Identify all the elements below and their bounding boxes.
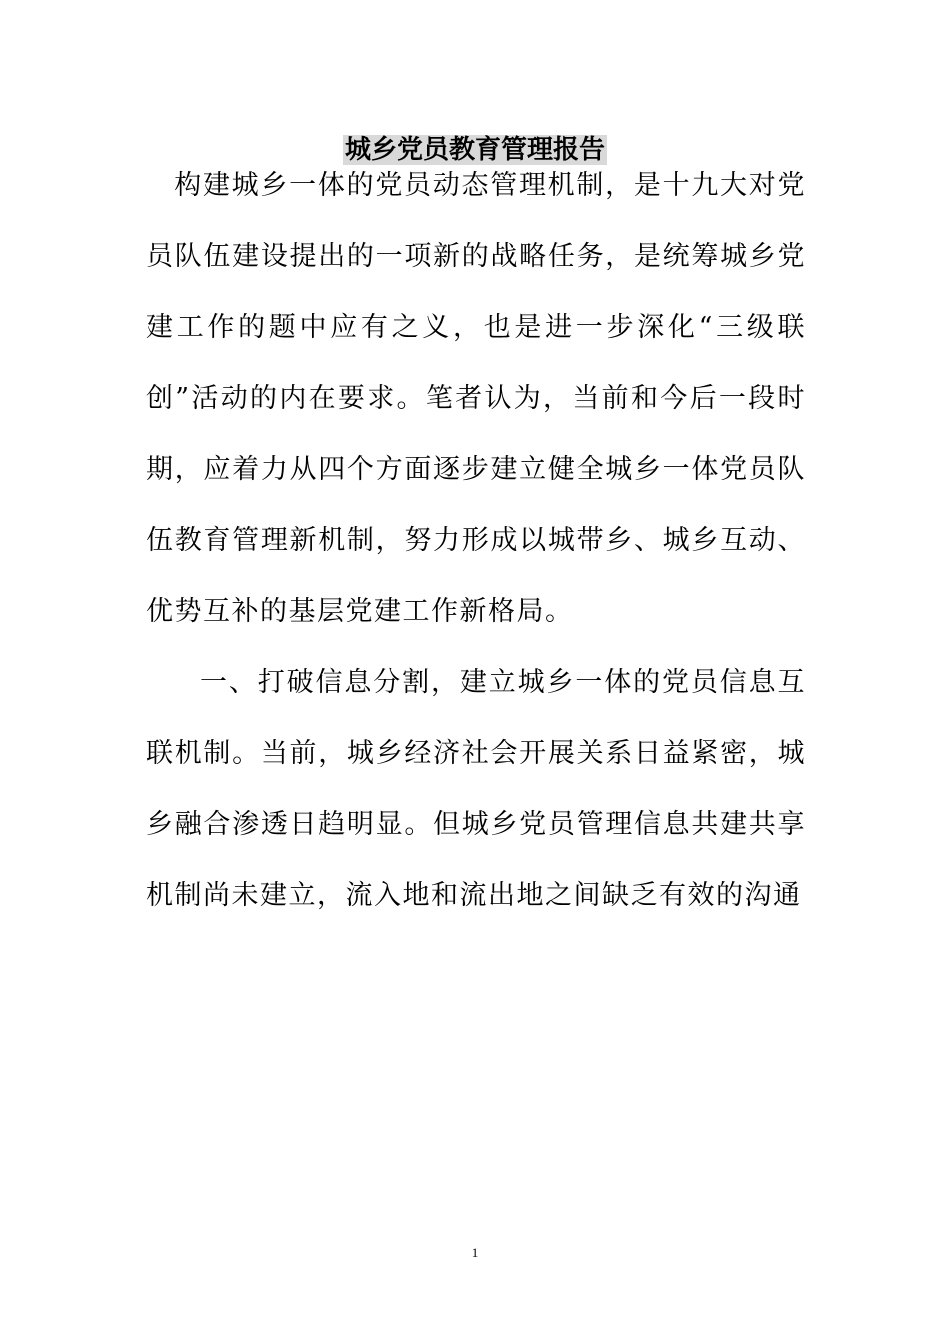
document-body (146, 150, 806, 931)
paragraph-section-one: 一、打破信息分割，建立城乡一体的党员信息互联机制。当前，城乡经济社会开展关系日益紧密，城乡融合渗透日趋明显。但城乡党员管理信息共建共享机制尚未建立，流入地和流出地之间缺乏有效的沟通 (146, 667, 806, 911)
page-number: 1 (471, 1245, 479, 1260)
document-title-text: 城乡党员教育管理报告 (344, 135, 605, 165)
paragraph-intro (146, 150, 806, 647)
paragraph-intro-text: 构建城乡一体的党员动态管理机制，是十九大对党员队伍建设提出的一项新的战略任务，是统筹城乡党建工作的题中应有之义，也是进一步深化“三级联创”活动的内在要求。笔者认为，当前和今后一段时期，应着力从四个方面逐步建立健全城乡一体党员队伍教育管理新机制，努力形成以城带乡、城乡互动、优势互补的基层党建工作新格局。 (146, 170, 806, 627)
